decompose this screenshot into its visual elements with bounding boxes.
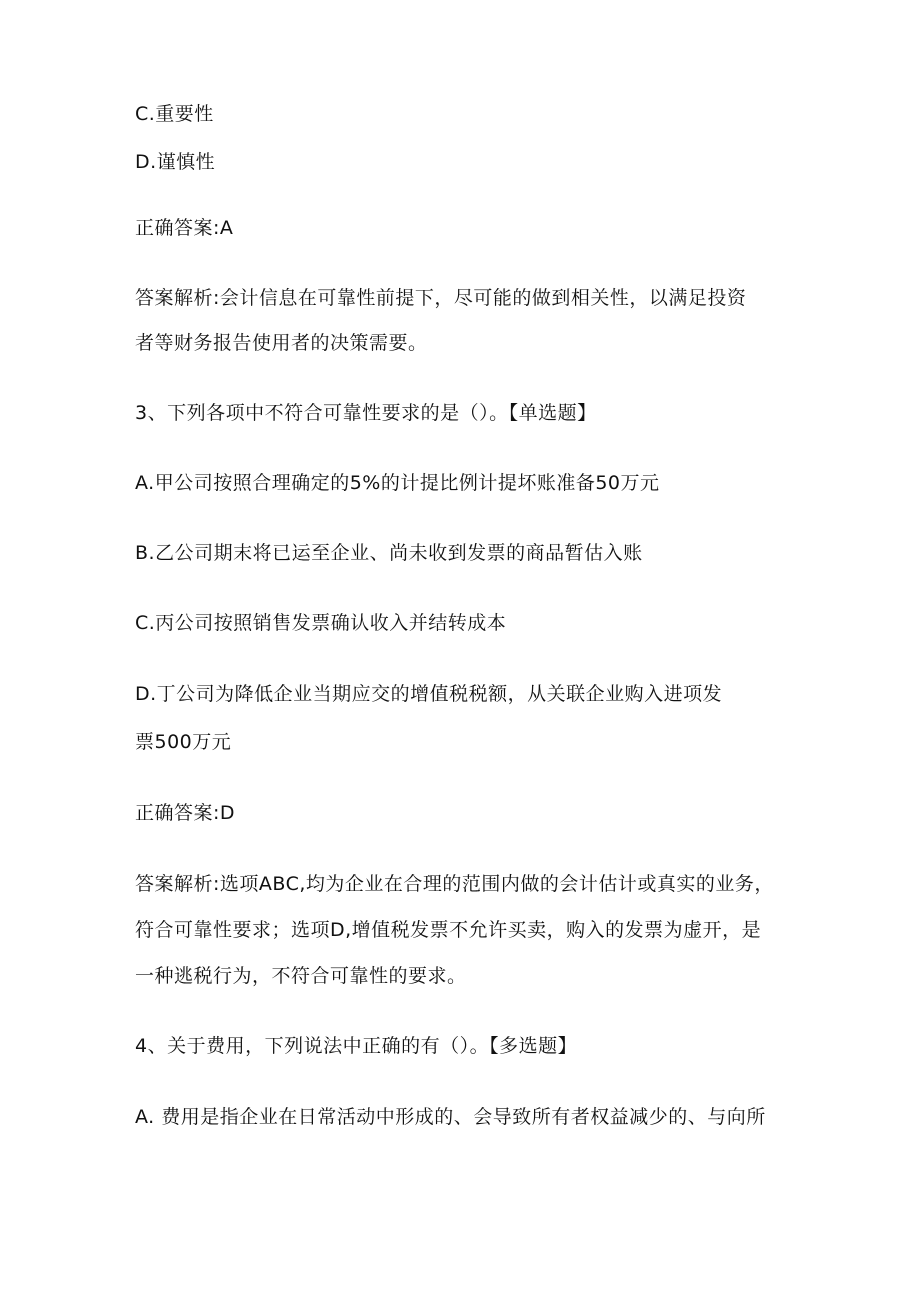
- option-d-prudence: D.谨慎性: [135, 151, 216, 173]
- explanation-q3-line-2: 符合可靠性要求；选项D,增值税发票不允许买卖，购入的发票为虚开，是: [135, 919, 762, 941]
- q3-option-c: C.丙公司按照销售发票确认收入并结转成本: [135, 612, 507, 634]
- answer-q2: 正确答案:A: [135, 217, 234, 239]
- question-4: 4、关于费用，下列说法中正确的有（）。【多选题】: [135, 1035, 578, 1057]
- q3-option-d-line-2: 票500万元: [135, 731, 232, 753]
- explanation-q3-line-3: 一种逃税行为，不符合可靠性的要求。: [135, 965, 467, 987]
- q4-option-a: A. 费用是指企业在日常活动中形成的、会导致所有者权益减少的、与向所: [135, 1106, 766, 1128]
- explanation-q3-line-1: 答案解析:选项ABC,均为企业在合理的范围内做的会计估计或真实的业务，: [135, 873, 774, 895]
- explanation-q2-line-2: 者等财务报告使用者的决策需要。: [135, 332, 428, 354]
- q3-option-a: A.甲公司按照合理确定的5%的计提比例计提坏账准备50万元: [135, 472, 660, 494]
- answer-q3: 正确答案:D: [135, 802, 236, 824]
- q3-option-d-line-1: D.丁公司为降低企业当期应交的增值税税额，从关联企业购入进项发: [135, 683, 723, 705]
- explanation-q2-line-1: 答案解析:会计信息在可靠性前提下，尽可能的做到相关性，以满足投资: [135, 287, 747, 309]
- question-3: 3、下列各项中不符合可靠性要求的是（）。【单选题】: [135, 402, 597, 424]
- option-c-importance: C.重要性: [135, 103, 214, 125]
- q3-option-b: B.乙公司期末将已运至企业、尚未收到发票的商品暂估入账: [135, 542, 643, 564]
